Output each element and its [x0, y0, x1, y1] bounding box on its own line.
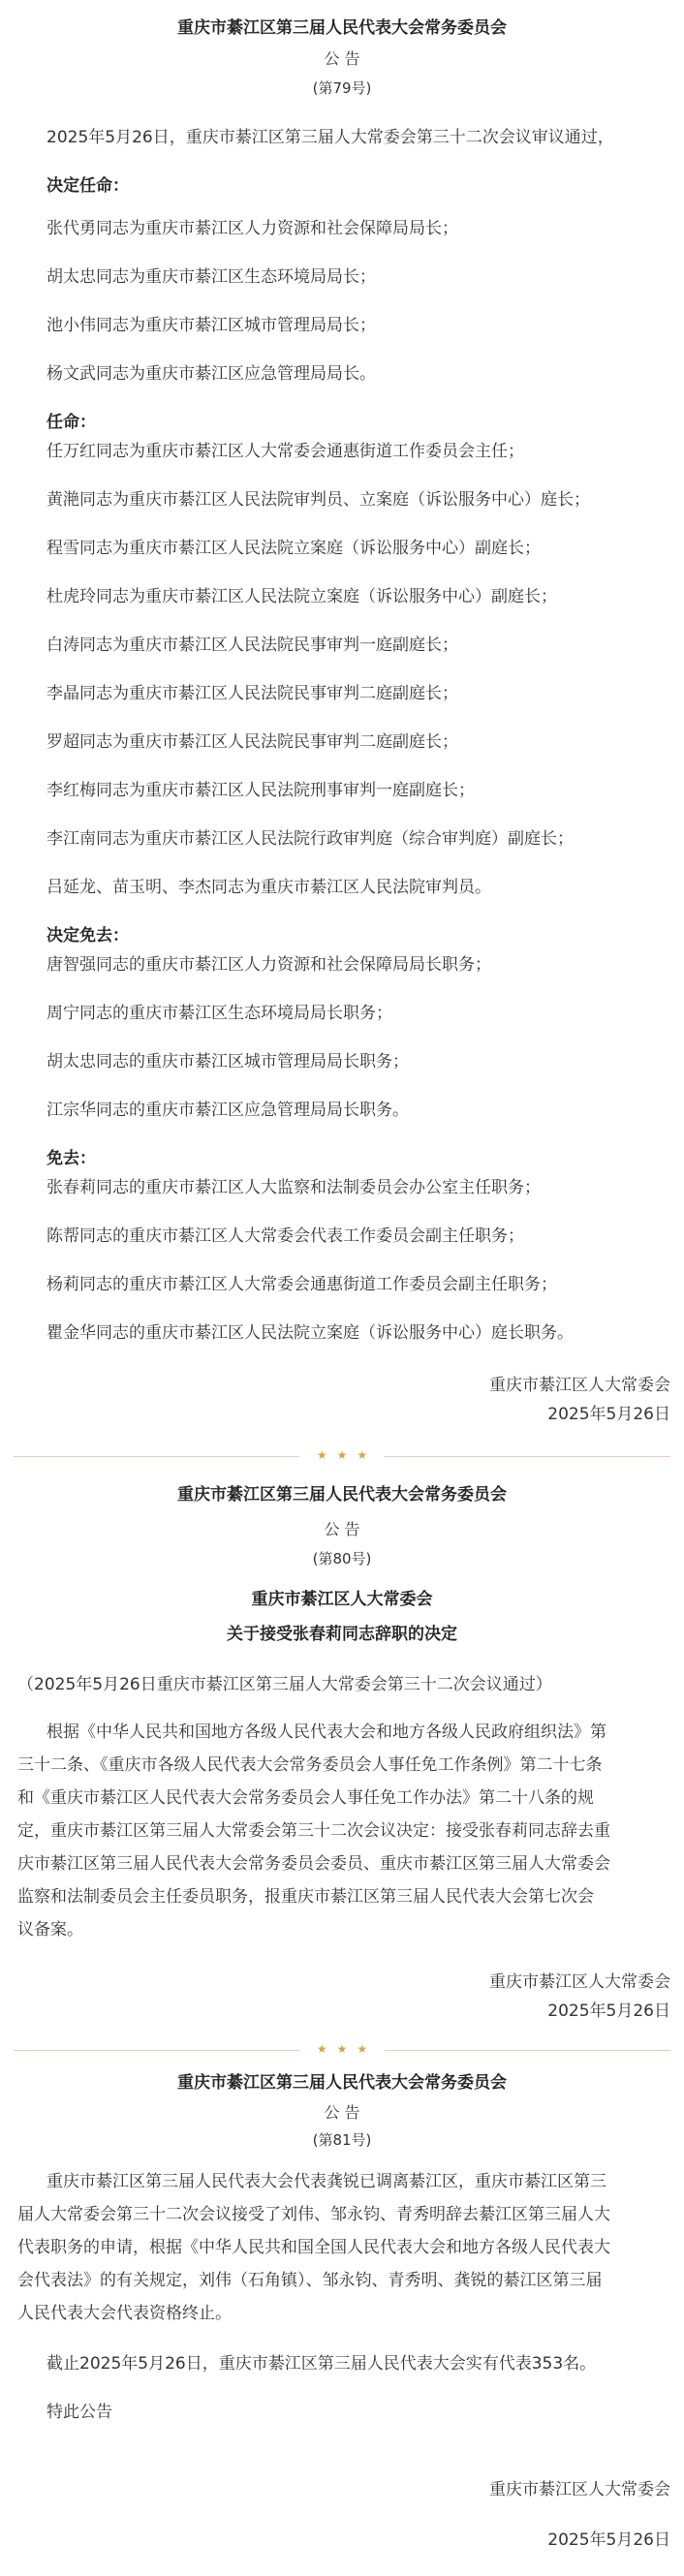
star-ornament-icon: ★★★ [0, 2042, 684, 2056]
body-line: 三十二条、《重庆市各级人民代表大会常务委员会人事任免工作条例》第二十七条 [17, 1755, 603, 1775]
section-heading-dismiss: 免去： [47, 1149, 96, 1168]
notice81-number: (第81号) [312, 2131, 372, 2149]
list-item: 任万红同志为重庆市綦江区人大常委会通惠街道工作委员会主任； [47, 442, 524, 461]
decision-title-line-2: 关于接受张春莉同志辞职的决定 [227, 1625, 457, 1644]
list-item: 瞿金华同志的重庆市綦江区人民法院立案庭（诉讼服务中心）庭长职务。 [47, 1323, 574, 1343]
list-item: 唐智强同志的重庆市綦江区人力资源和社会保障局局长职务； [47, 955, 491, 975]
body-line: 监察和法制委员会主任委员职务，报重庆市綦江区第三届人民代表大会第七次会 [17, 1887, 594, 1907]
body-line: 代表职务的申请，根据《中华人民共和国全国人民代表大会和地方各级人民代表大 [17, 2238, 610, 2257]
notice80-date: 2025年5月26日 [547, 2002, 670, 2021]
section-heading-appoint-decision: 决定任命： [47, 176, 129, 196]
notice79-subtitle: 公 告 [324, 49, 360, 68]
list-item: 池小伟同志为重庆市綦江区城市管理局局长； [47, 316, 376, 335]
notice81-signer: 重庆市綦江区人大常委会 [489, 2480, 670, 2499]
delegate-count-line: 截止2025年5月26日，重庆市綦江区第三届人民代表大会实有代表353名。 [47, 2354, 597, 2374]
notice79-date: 2025年5月26日 [547, 1405, 670, 1424]
body-line: 届人大常委会第三十二次会议接受了刘伟、邹永钧、青秀明辞去綦江区第三届人大 [17, 2205, 610, 2224]
star-ornament-icon: ★★★ [0, 1448, 684, 1462]
body-line: 和《重庆市綦江区人民代表大会常务委员会人事任免工作办法》第二十八条的规 [17, 1788, 594, 1808]
list-item: 李江南同志为重庆市綦江区人民法院行政审判庭（综合审判庭）副庭长； [47, 829, 574, 849]
list-item: 黄滟同志为重庆市綦江区人民法院审判员、立案庭（诉讼服务中心）庭长； [47, 490, 590, 510]
notice79-intro: 2025年5月26日，重庆市綦江区第三届人大常委会第三十二次会议审议通过， [47, 128, 614, 147]
body-line: 庆市綦江区第三届人民代表大会常务委员会委员、重庆市綦江区第三届人大常委会 [17, 1854, 610, 1874]
list-item: 吕延龙、苗玉明、李杰同志为重庆市綦江区人民法院审判员。 [47, 878, 491, 897]
list-item: 胡太忠同志的重庆市綦江区城市管理局局长职务； [47, 1052, 409, 1071]
body-line: 定，重庆市綦江区第三届人大常委会第三十二次会议决定：接受张春莉同志辞去重 [17, 1821, 610, 1841]
notice80-number: (第80号) [312, 1550, 372, 1567]
body-line: 议备案。 [17, 1920, 83, 1940]
body-line: 人民代表大会代表资格终止。 [17, 2304, 232, 2323]
notice80-signer: 重庆市綦江区人大常委会 [489, 1972, 670, 1992]
list-item: 白涛同志为重庆市綦江区人民法院民事审判一庭副庭长； [47, 636, 458, 655]
list-item: 胡太忠同志为重庆市綦江区生态环境局局长； [47, 267, 376, 287]
list-item: 李红梅同志为重庆市綦江区人民法院刑事审判一庭副庭长； [47, 781, 475, 800]
list-item: 江宗华同志的重庆市綦江区应急管理局局长职务。 [47, 1101, 409, 1120]
list-item: 张代勇同志为重庆市綦江区人力资源和社会保障局局长； [47, 219, 458, 238]
list-item: 李晶同志为重庆市綦江区人民法院民事审判二庭副庭长； [47, 684, 458, 703]
closing-line: 特此公告 [47, 2403, 112, 2422]
body-line: 根据《中华人民共和国地方各级人民代表大会和地方各级人民政府组织法》第 [47, 1723, 606, 1742]
notice81-title: 重庆市綦江区第三届人民代表大会常务委员会 [177, 2073, 507, 2093]
section-heading-dismiss-decision: 决定免去： [47, 926, 129, 946]
list-item: 周宁同志的重庆市綦江区生态环境局局长职务； [47, 1004, 392, 1023]
section-heading-appoint: 任命： [47, 413, 96, 432]
list-item: 陈帮同志的重庆市綦江区人大常委会代表工作委员会副主任职务； [47, 1226, 524, 1246]
list-item: 杨文武同志为重庆市綦江区应急管理局局长。 [47, 364, 376, 384]
notice80-title: 重庆市綦江区第三届人民代表大会常务委员会 [177, 1485, 507, 1505]
list-item: 程雪同志为重庆市綦江区人民法院立案庭（诉讼服务中心）副庭长； [47, 539, 541, 558]
body-line: 会代表法》的有关规定，刘伟（石角镇）、邹永钧、青秀明、龚锐的綦江区第三届 [17, 2271, 603, 2290]
notice80-subtitle: 公 告 [324, 1520, 360, 1538]
notice81-subtitle: 公 告 [324, 2103, 360, 2122]
notice79-signer: 重庆市綦江区人大常委会 [489, 1376, 670, 1395]
notice79-title: 重庆市綦江区第三届人民代表大会常务委员会 [177, 18, 507, 38]
passed-note: （2025年5月26日重庆市綦江区第三届人大常委会第三十二次会议通过） [17, 1675, 552, 1694]
list-item: 杨莉同志的重庆市綦江区人大常委会通惠街道工作委员会副主任职务； [47, 1275, 557, 1294]
notice81-date: 2025年5月26日 [547, 2530, 670, 2550]
body-line: 重庆市綦江区第三届人民代表大会代表龚锐已调离綦江区，重庆市綦江区第三 [47, 2172, 606, 2191]
decision-title-line-1: 重庆市綦江区人大常委会 [251, 1590, 433, 1609]
list-item: 杜虎玲同志为重庆市綦江区人民法院立案庭（诉讼服务中心）副庭长； [47, 587, 557, 606]
notice79-number: (第79号) [312, 79, 372, 97]
list-item: 罗超同志为重庆市綦江区人民法院民事审判二庭副庭长； [47, 732, 458, 752]
list-item: 张春莉同志的重庆市綦江区人大监察和法制委员会办公室主任职务； [47, 1178, 541, 1197]
